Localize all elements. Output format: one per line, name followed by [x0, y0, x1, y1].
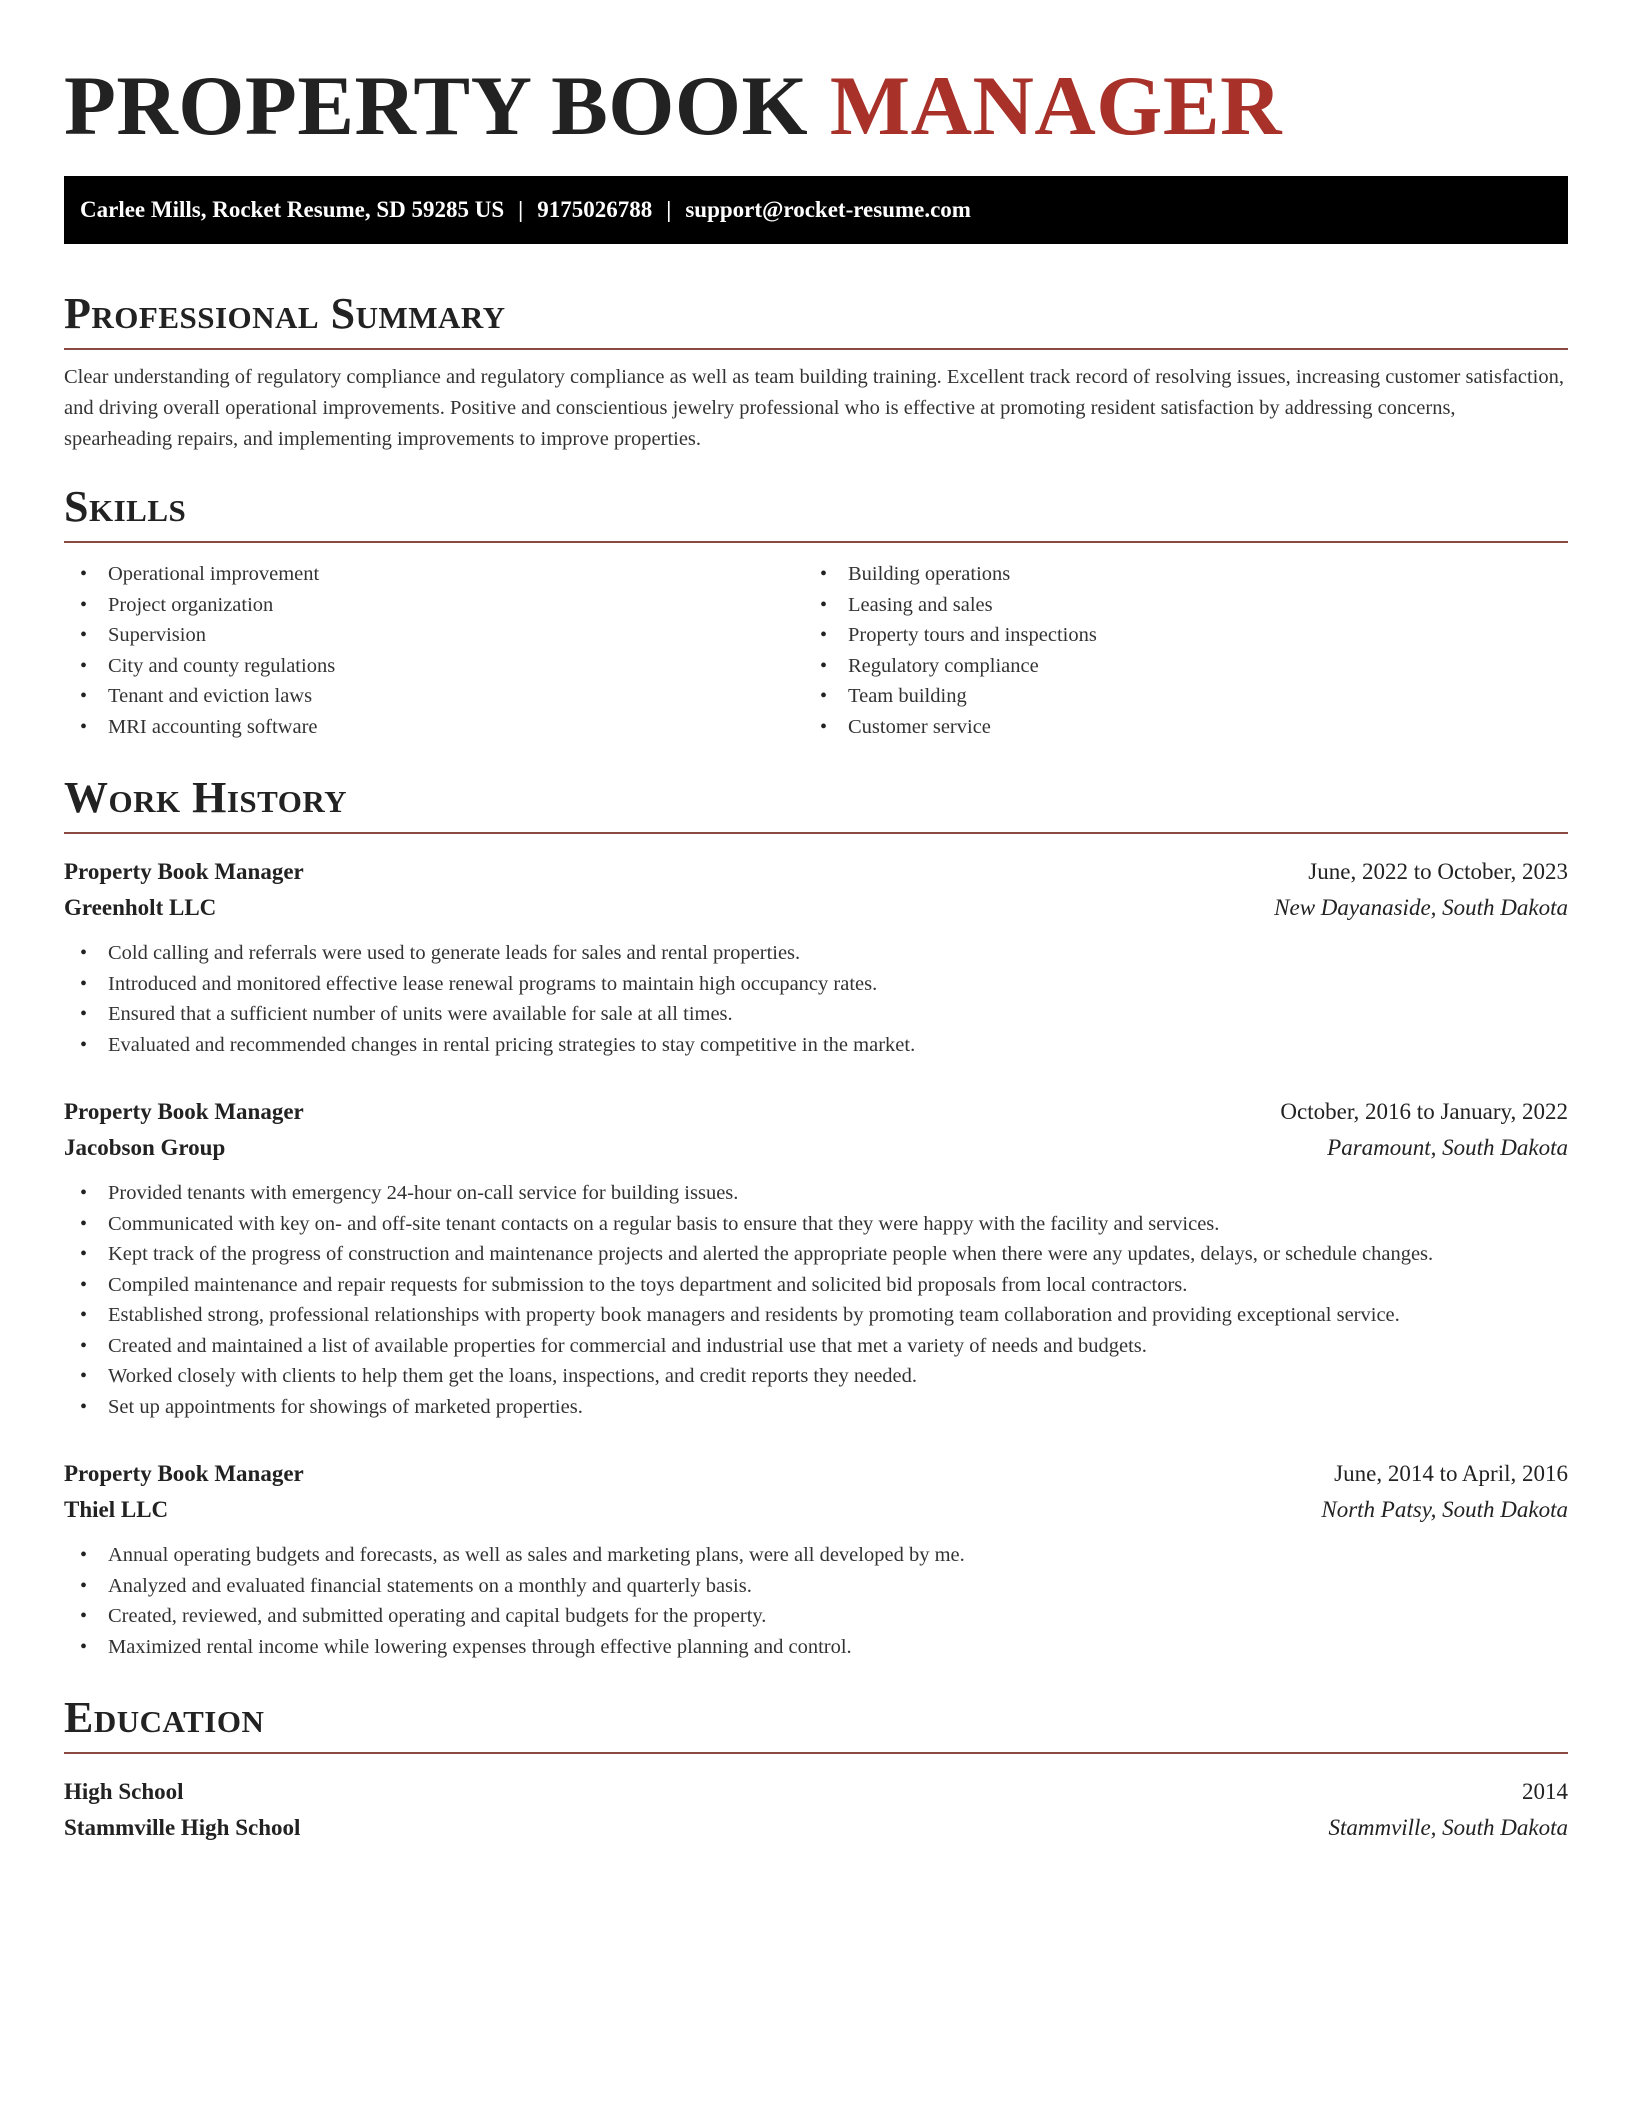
- title-accent: MANAGER: [829, 59, 1282, 153]
- skill-item: • Customer service: [804, 712, 1544, 743]
- job-bullet: • Evaluated and recommended changes in rental pricing strategies to stay competitive in the market.: [64, 1030, 1568, 1061]
- job-bullet: • Cold calling and referrals were used to generate leads for sales and rental properties.: [64, 938, 1568, 969]
- skill-item: • Leasing and sales: [804, 590, 1544, 621]
- education-school-row: [64, 1810, 1568, 1846]
- job-bullet: • Maximized rental income while lowering expenses through effective planning and control.: [64, 1632, 1568, 1663]
- job-bullet: • Analyzed and evaluated financial statements on a monthly and quarterly basis.: [64, 1571, 1568, 1602]
- contact-phone[interactable]: 9175026788: [537, 197, 653, 222]
- job-company-row: [64, 890, 1568, 926]
- skill-item: • Operational improvement: [64, 559, 804, 590]
- summary-heading: Professional Summary: [64, 288, 1568, 350]
- skill-item: • Supervision: [64, 620, 804, 651]
- resume-page: [64, 0, 1568, 1846]
- job-company: Thiel LLC: [64, 1497, 169, 1522]
- education-school: Stammville High School: [64, 1815, 301, 1840]
- job-header-row: [64, 1456, 1568, 1492]
- job-location: North Patsy, South Dakota: [1321, 1497, 1568, 1522]
- job-company-row: [64, 1492, 1568, 1528]
- skill-item: • MRI accounting software: [64, 712, 804, 743]
- job-bullet: • Created and maintained a list of available properties for commercial and industrial use that met a variety of needs and budgets.: [64, 1331, 1568, 1362]
- contact-address: Carlee Mills, Rocket Resume, SD 59285 US: [80, 197, 505, 222]
- skills-column-left: [64, 559, 804, 742]
- job-company: Jacobson Group: [64, 1135, 226, 1160]
- job-entry: [64, 854, 1568, 1060]
- skill-item: • Tenant and eviction laws: [64, 681, 804, 712]
- education-heading: Education: [64, 1692, 1568, 1754]
- job-header-row: [64, 1094, 1568, 1130]
- job-title: Property Book Manager: [64, 859, 304, 884]
- education-degree-row: [64, 1774, 1568, 1810]
- skills-heading: Skills: [64, 481, 1568, 543]
- job-bullet: • Ensured that a sufficient number of units were available for sale at all times.: [64, 999, 1568, 1030]
- education-year: 2014: [1522, 1779, 1568, 1804]
- job-bullets: [64, 938, 1568, 1060]
- job-bullet: • Created, reviewed, and submitted operating and capital budgets for the property.: [64, 1601, 1568, 1632]
- job-dates: October, 2016 to January, 2022: [1280, 1099, 1568, 1124]
- job-dates: June, 2022 to October, 2023: [1308, 859, 1568, 884]
- job-bullet: • Worked closely with clients to help them get the loans, inspections, and credit reports they needed.: [64, 1361, 1568, 1392]
- contact-email[interactable]: support@rocket-resume.com: [685, 197, 971, 222]
- skill-item: • Regulatory compliance: [804, 651, 1544, 682]
- contact-bar: [64, 176, 1568, 244]
- work-history-heading: Work History: [64, 772, 1568, 834]
- skills-column-right: [804, 559, 1544, 742]
- job-bullet: • Provided tenants with emergency 24-hour on-call service for building issues.: [64, 1178, 1568, 1209]
- job-bullet: • Annual operating budgets and forecasts, as well as sales and marketing plans, were all developed by me.: [64, 1540, 1568, 1571]
- job-bullets: [64, 1540, 1568, 1662]
- job-company: Greenholt LLC: [64, 895, 217, 920]
- job-location: New Dayanaside, South Dakota: [1274, 895, 1568, 920]
- job-entry: [64, 1094, 1568, 1422]
- job-bullet: • Communicated with key on- and off-site tenant contacts on a regular basis to ensure that they were happy with the facility and services.: [64, 1209, 1568, 1240]
- job-company-row: [64, 1130, 1568, 1166]
- job-title: Property Book Manager: [64, 1461, 304, 1486]
- education-degree: High School: [64, 1779, 184, 1804]
- skills-grid: [64, 559, 1568, 742]
- resume-title: [64, 56, 1568, 156]
- job-dates: June, 2014 to April, 2016: [1334, 1461, 1568, 1486]
- job-bullet: • Kept track of the progress of construction and maintenance projects and alerted the appropriate people when there were any updates, delays, or schedule changes.: [64, 1239, 1568, 1270]
- contact-separator: |: [666, 197, 672, 222]
- job-bullet: • Introduced and monitored effective lease renewal programs to maintain high occupancy rates.: [64, 969, 1568, 1000]
- skill-item: • Team building: [804, 681, 1544, 712]
- contact-separator: |: [518, 197, 524, 222]
- skill-item: • Project organization: [64, 590, 804, 621]
- summary-text: Clear understanding of regulatory compliance and regulatory compliance as well as team building training. Excellent track record of resolving issues, increasing customer satisfaction, and driving overall operational improvements. Positive and conscientious jewelry professional who is effective at promoting resident satisfaction by addressing concerns, spearheading repairs, and implementing improvements to improve properties.: [64, 366, 1564, 450]
- job-header-row: [64, 854, 1568, 890]
- job-bullet: • Set up appointments for showings of marketed properties.: [64, 1392, 1568, 1423]
- job-bullets: [64, 1178, 1568, 1422]
- title-main: PROPERTY BOOK: [64, 59, 809, 153]
- skill-item: • Building operations: [804, 559, 1544, 590]
- education-location: Stammville, South Dakota: [1328, 1815, 1568, 1840]
- education-entry: [64, 1774, 1568, 1846]
- job-entry: [64, 1456, 1568, 1662]
- skill-item: • Property tours and inspections: [804, 620, 1544, 651]
- job-title: Property Book Manager: [64, 1099, 304, 1124]
- job-bullet: • Established strong, professional relationships with property book managers and residents by promoting team collaboration and providing exceptional service.: [64, 1300, 1568, 1331]
- skill-item: • City and county regulations: [64, 651, 804, 682]
- job-bullet: • Compiled maintenance and repair requests for submission to the toys department and solicited bid proposals from local contractors.: [64, 1270, 1568, 1301]
- job-location: Paramount, South Dakota: [1327, 1135, 1568, 1160]
